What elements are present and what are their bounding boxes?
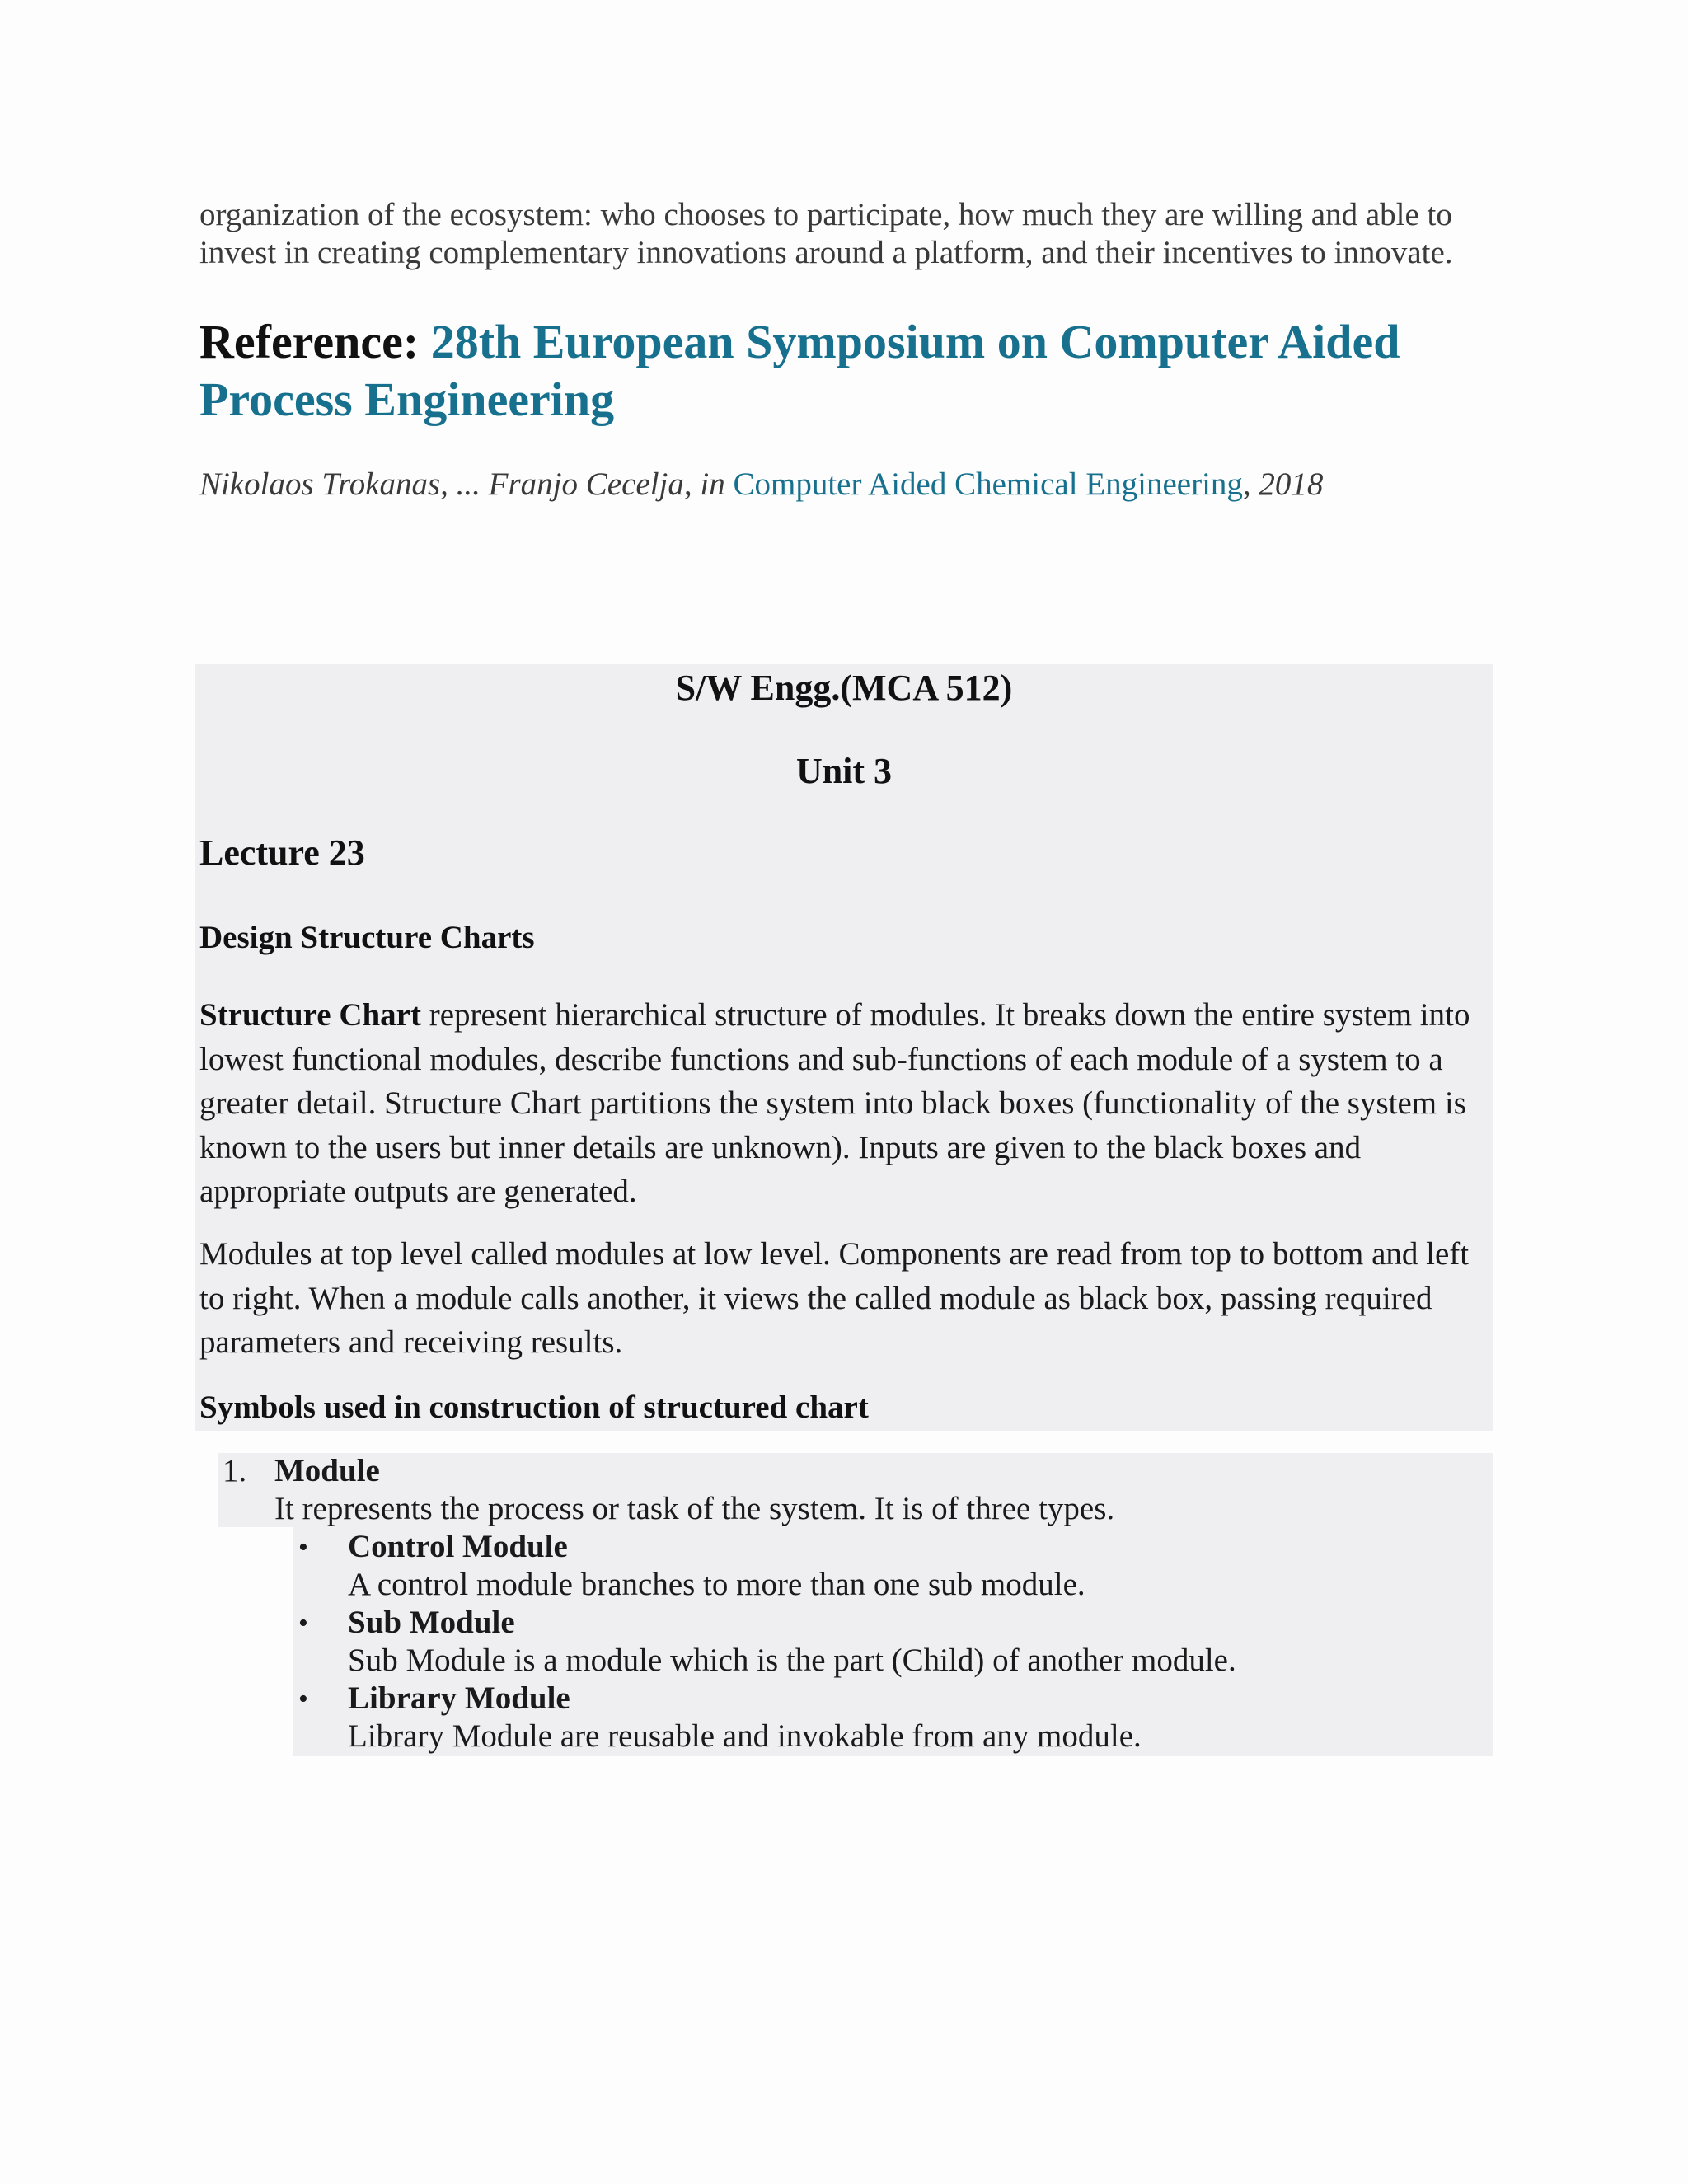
paragraph-line: known to the users but inner details are unknown). Inputs are given to the black boxes and xyxy=(199,1129,1362,1165)
modules-paragraph xyxy=(199,1232,1493,1365)
intro-line: invest in creating complementary innovations around a platform, and their incentives to innovate. xyxy=(199,235,1453,270)
paragraph-line: Modules at top level called modules at low level. Components are read from top to bottom and left xyxy=(199,1236,1470,1272)
bullet-icon: • xyxy=(298,1684,308,1714)
lecture-title: Lecture 23 xyxy=(199,832,365,873)
intro-line: organization of the ecosystem: who chooses to participate, how much they are willing and able to xyxy=(199,197,1452,232)
list-number: 1. xyxy=(223,1453,247,1488)
unit-title: Unit 3 xyxy=(795,751,893,791)
source-link[interactable]: Computer Aided Chemical Engineering xyxy=(733,466,1243,502)
sub-module-description: Sub Module is a module which is the part (Child) of another module. xyxy=(348,1643,1236,1678)
paragraph-line: lowest functional modules, describe functions and sub-functions of each module of a system to a xyxy=(199,1041,1443,1077)
module-description: It represents the process or task of the system. It is of three types. xyxy=(274,1491,1115,1526)
reference-title-line2: Process Engineering xyxy=(199,373,615,426)
paragraph-line: appropriate outputs are generated. xyxy=(199,1174,637,1209)
citation-year: , 2018 xyxy=(1242,466,1324,502)
bullet-icon: • xyxy=(298,1608,308,1638)
bullet-icon: • xyxy=(298,1532,308,1563)
section-title: Design Structure Charts xyxy=(199,920,535,955)
symbols-title: Symbols used in construction of structured chart xyxy=(199,1390,869,1425)
control-module-description: A control module branches to more than one sub module. xyxy=(348,1567,1085,1602)
paragraph-line-text: represent hierarchical structure of modules. It breaks down the entire system into xyxy=(420,997,1470,1033)
paragraph-line: parameters and receiving results. xyxy=(199,1324,623,1360)
citation xyxy=(199,465,1323,504)
paragraph-line: greater detail. Structure Chart partitions the system into black boxes (functionality of the system is xyxy=(199,1085,1466,1121)
reference-title-line1: 28th European Symposium on Computer Aided xyxy=(430,315,1400,368)
reference-label: Reference: xyxy=(199,315,420,368)
library-module-title: Library Module xyxy=(348,1680,570,1716)
course-title: S/W Engg.(MCA 512) xyxy=(675,668,1013,708)
control-module-title: Control Module xyxy=(348,1529,568,1564)
structure-chart-term: Structure Chart xyxy=(199,997,421,1033)
reference-heading xyxy=(199,313,1518,429)
intro-paragraph xyxy=(199,196,1502,272)
module-title: Module xyxy=(274,1453,380,1488)
citation-authors: Nikolaos Trokanas, ... Franjo Cecelja, in xyxy=(199,466,734,502)
paragraph-line: to right. When a module calls another, it views the called module as black box, passing required xyxy=(199,1280,1432,1316)
sub-module-title: Sub Module xyxy=(348,1605,515,1640)
library-module-description: Library Module are reusable and invokable from any module. xyxy=(348,1718,1142,1754)
paragraph-line xyxy=(199,993,1493,1038)
structure-chart-paragraph xyxy=(199,993,1493,1214)
